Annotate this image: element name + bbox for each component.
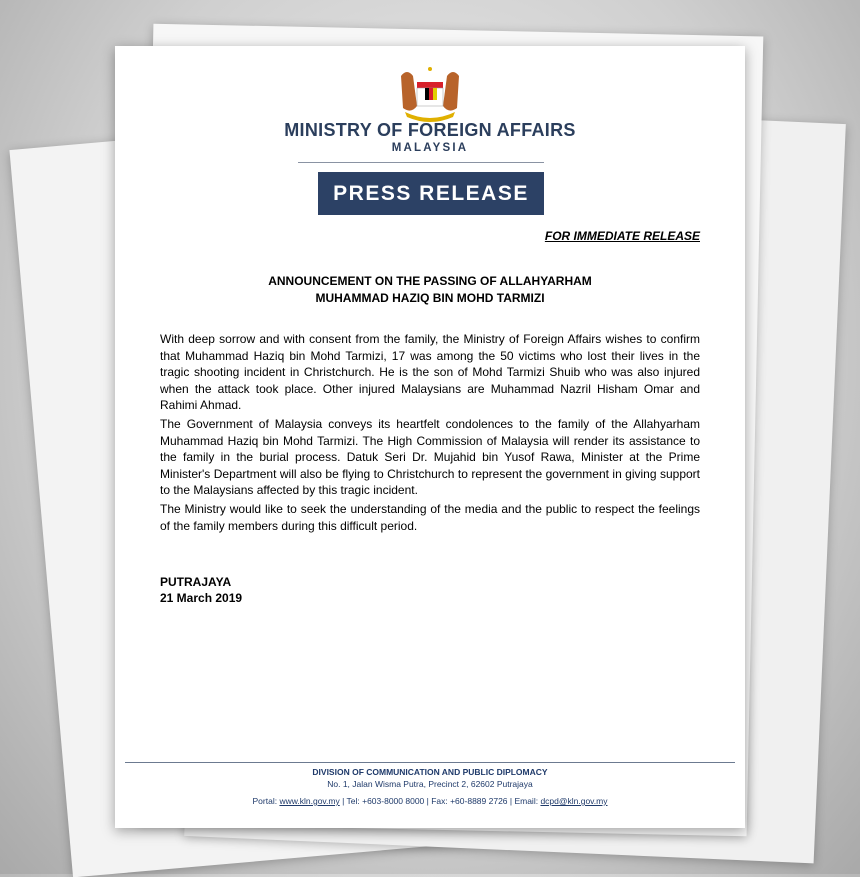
footer-address: No. 1, Jalan Wisma Putra, Precinct 2, 62602 Putrajaya <box>327 779 533 789</box>
contact-details: | Tel: +603-8000 8000 | Fax: +60-8889 2726 | Email: <box>339 796 541 806</box>
footer-divider <box>125 762 735 763</box>
release-note: FOR IMMEDIATE RELEASE <box>544 229 700 243</box>
email-link[interactable]: dcpd@kln.gov.my <box>540 796 608 806</box>
press-release-banner: PRESS RELEASE <box>318 172 544 215</box>
place: PUTRAJAYA <box>160 575 232 589</box>
signoff <box>160 574 242 606</box>
ministry-name: MINISTRY OF FOREIGN AFFAIRS <box>284 120 576 140</box>
title-line: ANNOUNCEMENT ON THE PASSING OF ALLAHYARHAM <box>268 274 592 288</box>
body-paragraph: The Government of Malaysia conveys its heartfelt condolences to the family of the Allahyarham Muhammad Haziq bin Mohd Tarmizi. The High Commission of Malaysia will render its assistance to the family in the burial process. Datuk Seri Dr. Mujahid bin Yusof Rawa, Minister at the Prime Minister's Department will also be flying to Christchurch to represent the government in giving support to the Malaysians affected by this tragic incident. <box>160 417 700 498</box>
press-release-document <box>115 46 745 828</box>
body-paragraph: The Ministry would like to seek the understanding of the media and the public to respect the feelings of the family members during this difficult period. <box>160 502 700 533</box>
country-name: MALAYSIA <box>391 142 469 154</box>
date: 21 March 2019 <box>160 591 243 605</box>
portal-label: Portal: <box>252 796 280 806</box>
body-paragraph: With deep sorrow and with consent from the family, the Ministry of Foreign Affairs wishes to confirm that Muhammad Haziq bin Mohd Tarmizi, 17 was among the 50 victims who lost their lives in the tragic shooting incident in Christchurch. He is the son of Mohd Tarmizi Shuib who was also injured when the attack took place. Other injured Malaysians are Muhammad Nazril Hisham Omar and Rahimi Ahmad. <box>160 332 700 413</box>
portal-link[interactable]: www.kln.gov.my <box>279 796 340 806</box>
footer-division: DIVISION OF COMMUNICATION AND PUBLIC DIPLOMACY <box>312 767 548 777</box>
coat-of-arms-logo <box>395 66 465 124</box>
divider <box>298 162 544 163</box>
announcement-title <box>115 273 745 307</box>
footer-contact <box>115 796 745 806</box>
title-line: MUHAMMAD HAZIQ BIN MOHD TARMIZI <box>315 291 545 305</box>
